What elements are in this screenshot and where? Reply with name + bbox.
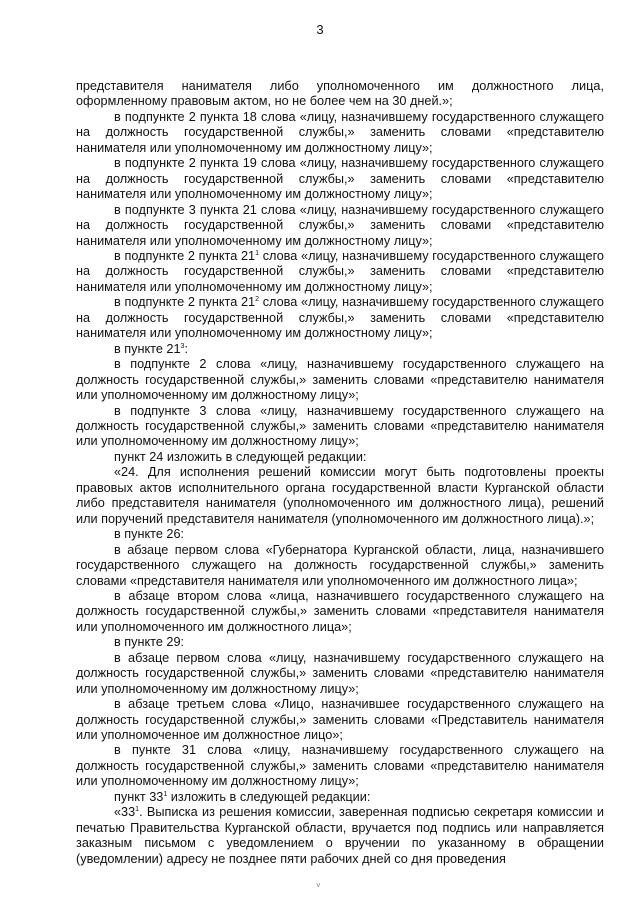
paragraph-text: слова «лицу, назначившему государственного служащего на должность государственной службы,» заменить словами «представителю нанимателя или уполномоченному им должностному лицу»; <box>76 248 604 294</box>
paragraph-text: в пункте 21 <box>114 341 181 356</box>
paragraph <box>76 589 604 635</box>
paragraph <box>76 743 604 789</box>
paragraph <box>76 357 604 403</box>
paragraph <box>76 295 604 341</box>
superscript-index: 1 <box>255 249 259 257</box>
paragraph-text: в пункте 26: <box>114 527 185 542</box>
superscript-index: 3 <box>180 342 185 350</box>
paragraph <box>76 527 604 542</box>
paragraph-text: в подпункте 2 пункта 18 слова «лицу, назначившему государственного служащего на должность государственной службы,» заменить словами «представителю нанимателя или уполномоченному им должностному лицу»; <box>76 109 604 155</box>
paragraph-text: изложить в следующей редакции: <box>167 789 371 804</box>
paragraph-text: слова «лицу, назначившему государственного служащего на должность государственной службы,» заменить словами «представителю нанимателя или уполномоченному им должностному лицу»; <box>76 295 604 341</box>
superscript-index: 1 <box>163 790 168 798</box>
paragraph-text: в абзаце первом слова «Губернатора Курганской области, лица, назначившего государственного служащего на должность государственной службы,» заменить словами «представителя нанимателя или уполномоченного им должностного лица»; <box>76 542 604 588</box>
paragraph <box>76 203 604 249</box>
paragraph <box>76 342 604 357</box>
paragraph-text: в пункте 31 слова «лицу, назначившему государственного служащего на должность государственной службы,» заменить словами «представителю нанимателя или уполномоченному им должностному лицу»; <box>76 743 604 789</box>
paragraph-text: . Выписка из решения комиссии, заверенная подписью секретаря комиссии и печатью Правительства Курганской области, вручается под подпись или направляется заказным письмом с уведомлением о вручении по указанному в обращении (уведомлении) адресу не позднее пяти рабочих дней со дня проведения <box>76 805 604 866</box>
paragraph <box>76 156 604 202</box>
paragraph-text: представителя нанимателя либо уполномоченного им должностного лица, оформленному правовым актом, но не более чем на 30 дней.»; <box>76 79 604 109</box>
paragraph <box>76 805 604 867</box>
page-number: 3 <box>316 22 324 37</box>
document-body <box>76 79 604 867</box>
paragraph <box>76 465 604 527</box>
paragraph-text: «24. Для исполнения решений комиссии могут быть подготовлены проекты правовых актов исполнительного органа государственной власти Курганской области либо представителя нанимателя (уполномоченного им должностного лица), решений или поручений представителя нанимателя (уполномоченного им должностного лица).»; <box>76 465 604 526</box>
paragraph <box>76 404 604 450</box>
paragraph-text: в подпункте 2 пункта 21 <box>114 295 256 310</box>
paragraph <box>76 450 604 465</box>
paragraph <box>76 79 604 110</box>
paragraph-text: в абзаце первом слова «лицу, назначившему государственного служащего на должность государственной службы,» заменить словами «представителю нанимателя или уполномоченному им должностному лицу»; <box>76 650 604 696</box>
paragraph-text: в подпункте 2 пункта 21 <box>114 248 256 263</box>
paragraph-text: : <box>184 341 188 356</box>
paragraph-text: пункт 24 изложить в следующей редакции: <box>114 449 367 464</box>
paragraph-text: «33 <box>114 805 136 820</box>
paragraph <box>76 543 604 589</box>
paragraph <box>76 110 604 156</box>
paragraph <box>76 790 604 805</box>
paragraph <box>76 651 604 697</box>
superscript-index: 2 <box>255 296 259 304</box>
paragraph-text: в подпункте 3 пункта 21 слова «лицу, назначившему государственного служащего на должность государственной службы,» заменить словами «представителю нанимателя или уполномоченному им должностному лицу»; <box>76 202 604 248</box>
scan-artifact-mark: ˅ <box>316 881 321 890</box>
paragraph <box>76 635 604 650</box>
paragraph-text: в подпункте 2 пункта 19 слова «лицу, назначившему государственного служащего на должность государственной службы,» заменить словами «представителю нанимателя или уполномоченному им должностному лицу»; <box>76 156 604 202</box>
paragraph-text: в подпункте 2 слова «лицу, назначившему государственного служащего на должность государственной службы,» заменить словами «представителю нанимателя или уполномоченному им должностному лицу»; <box>76 357 604 403</box>
paragraph <box>76 697 604 743</box>
paragraph-text: пункт 33 <box>114 789 164 804</box>
paragraph <box>76 249 604 295</box>
paragraph-text: в подпункте 3 слова «лицу, назначившему государственного служащего на должность государственной службы,» заменить словами «представителю нанимателя или уполномоченному им должностному лицу»; <box>76 403 604 449</box>
superscript-index: 1 <box>135 806 140 814</box>
paragraph-text: в абзаце третьем слова «Лицо, назначившее государственного служащего на должность государственной службы,» заменить словами «Представитель нанимателя или уполномоченное им должностное лицо»; <box>76 697 604 743</box>
paragraph-text: в пункте 29: <box>114 635 185 650</box>
paragraph-text: в абзаце втором слова «лица, назначившего государственного служащего на должность государственной службы,» заменить словами «представителя нанимателя или уполномоченного им должностного лица»; <box>76 588 604 634</box>
